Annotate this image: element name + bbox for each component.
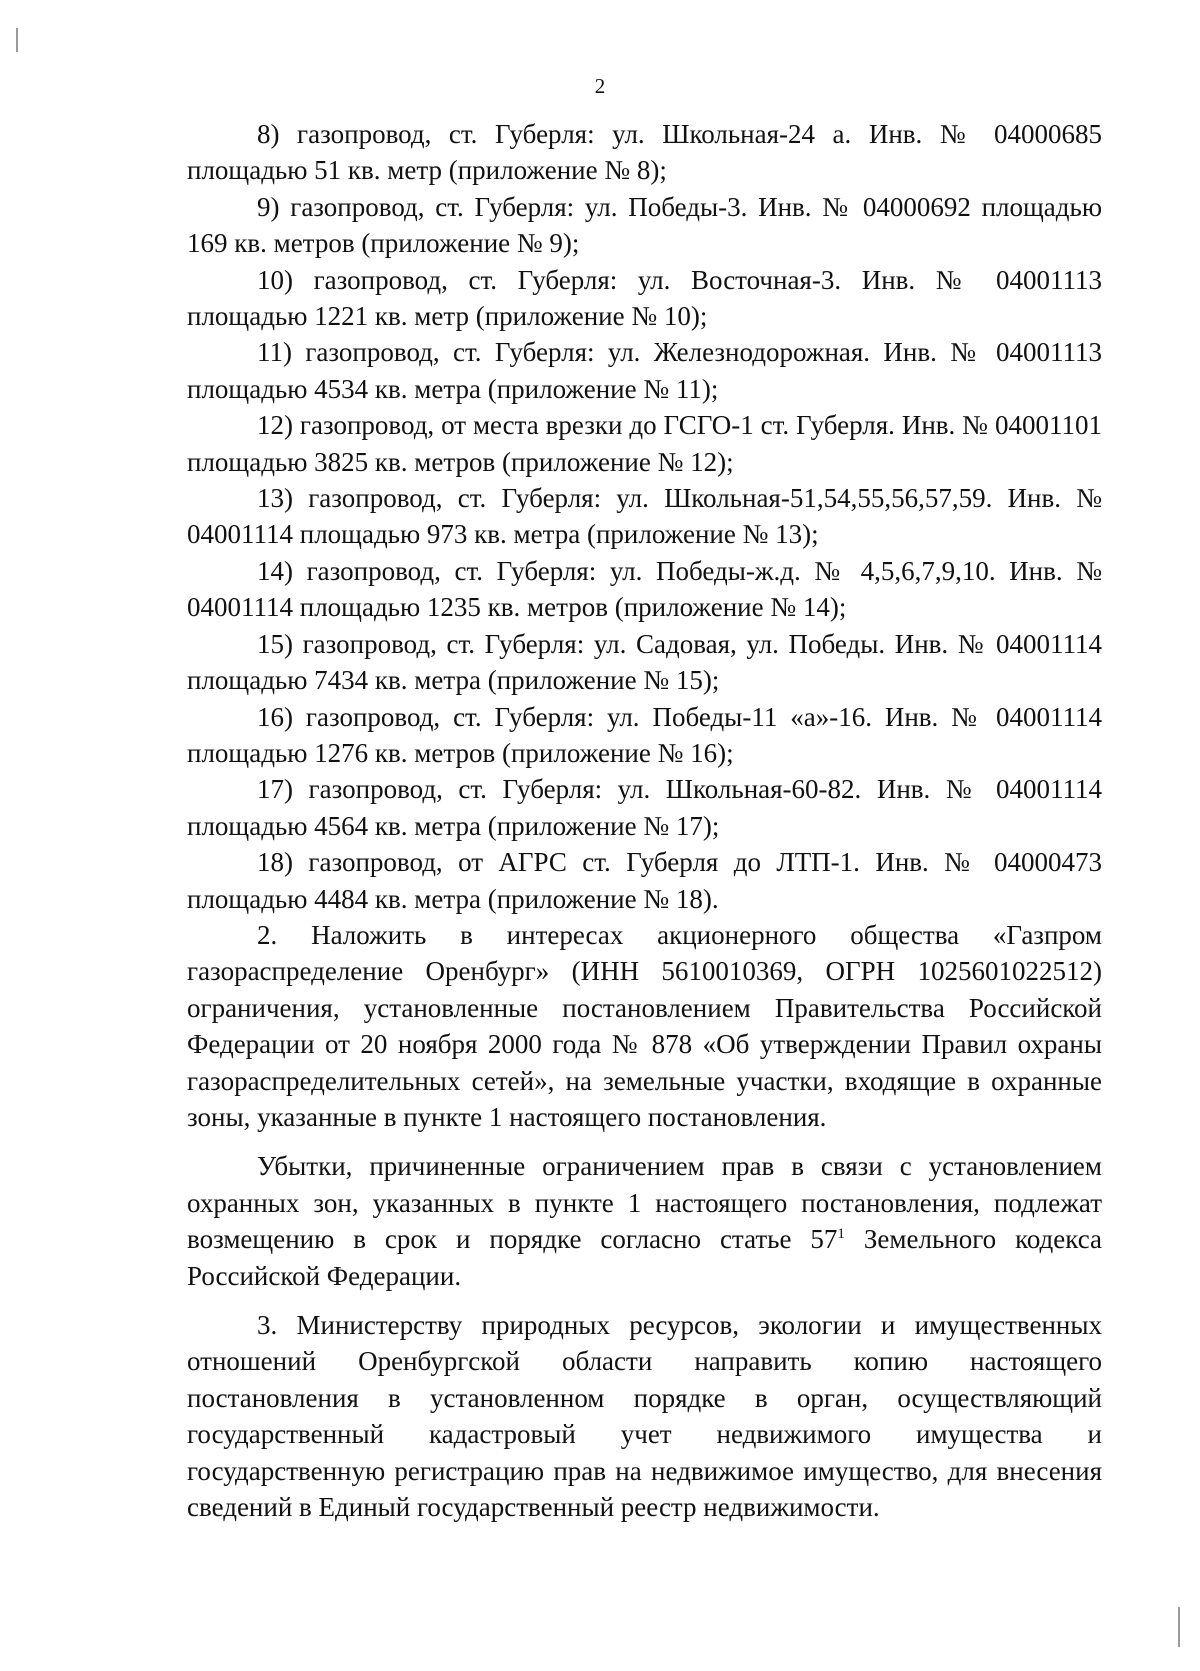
list-item-12: 12) газопровод, от места врезки до ГСГО-1 ст. Губерля. Инв. № 04001101 площадью 3825 кв. метров (приложение № 12);	[187, 410, 1102, 477]
section-3-paragraph: 3. Министерству природных ресурсов, экологии и имущественных отношений Оренбургской области направить копию настоящего постановления в установленном порядке в орган, осуществляющий государственный кадастровый учет недвижимого имущества и государственную регистрацию прав на недвижимое имущество, для внесения сведений в Единый государственный реестр недвижимости.	[187, 1310, 1102, 1523]
losses-text-end: Земельного кодекса Российской Федерации.	[187, 1224, 1102, 1291]
list-item-9: 9) газопровод, ст. Губерля: ул. Победы-3. Инв. № 04000692 площадью 169 кв. метров (приложение № 9);	[187, 191, 1102, 259]
document-body	[187, 116, 1102, 1525]
losses-text-start: Убытки, причиненные ограничением прав в связи с установлением охранных зон, указанных в пункте 1 настоящего постановления, подлежат возмещению в срок и порядке согласно статье 57	[187, 1151, 1102, 1255]
scan-edge-mark-top-left	[16, 28, 18, 52]
list-item-14: 14) газопровод, ст. Губерля: ул. Победы-ж.д. № 4,5,6,7,9,10. Инв. № 04001114 площадью 1235 кв. метров (приложение № 14);	[187, 555, 1102, 623]
list-item-17: 17) газопровод, ст. Губерля: ул. Школьная-60-82. Инв. № 04001114 площадью 4564 кв. метра (приложение № 17);	[187, 774, 1102, 841]
list-item-15: 15) газопровод, ст. Губерля: ул. Садовая, ул. Победы. Инв. № 04001114 площадью 7434 кв. метра (приложение № 15);	[187, 628, 1102, 696]
article-superscript: 1	[837, 1226, 845, 1243]
list-item-8: 8) газопровод, ст. Губерля: ул. Школьная-24 а. Инв. № 04000685 площадью 51 кв. метр (приложение № 8);	[187, 119, 1102, 186]
page-number: 2	[594, 74, 606, 98]
list-item-13: 13) газопровод, ст. Губерля: ул. Школьная-51,54,55,56,57,59. Инв. № 04001114 площадью 973 кв. метра (приложение № 13);	[187, 483, 1102, 550]
list-item-11: 11) газопровод, ст. Губерля: ул. Железнодорожная. Инв. № 04001113 площадью 4534 кв. метра (приложение № 11);	[187, 337, 1102, 404]
section-2-paragraph: 2. Наложить в интересах акционерного общества «Газпром газораспределение Оренбург» (ИНН 5610010369, ОГРН 1025601022512) ограничения, установленные постановлением Правительства Российской Федерации от 20 ноября 2000 года № 878 «Об утверждении Правил охраны газораспределительных сетей», на земельные участки, входящие в охранные зоны, указанные в пункте 1 настоящего постановления.	[187, 919, 1102, 1132]
losses-paragraph	[187, 1148, 1102, 1294]
list-item-18: 18) газопровод, от АГРС ст. Губерля до ЛТП-1. Инв. № 04000473 площадью 4484 кв. метра (приложение № 18).	[187, 847, 1102, 914]
list-item-16: 16) газопровод, ст. Губерля: ул. Победы-11 «а»-16. Инв. № 04001114 площадью 1276 кв. метров (приложение № 16);	[187, 701, 1102, 768]
scan-edge-mark-bottom-right	[1178, 1607, 1180, 1647]
list-item-10: 10) газопровод, ст. Губерля: ул. Восточная-3. Инв. № 04001113 площадью 1221 кв. метр (приложение № 10);	[187, 264, 1102, 332]
